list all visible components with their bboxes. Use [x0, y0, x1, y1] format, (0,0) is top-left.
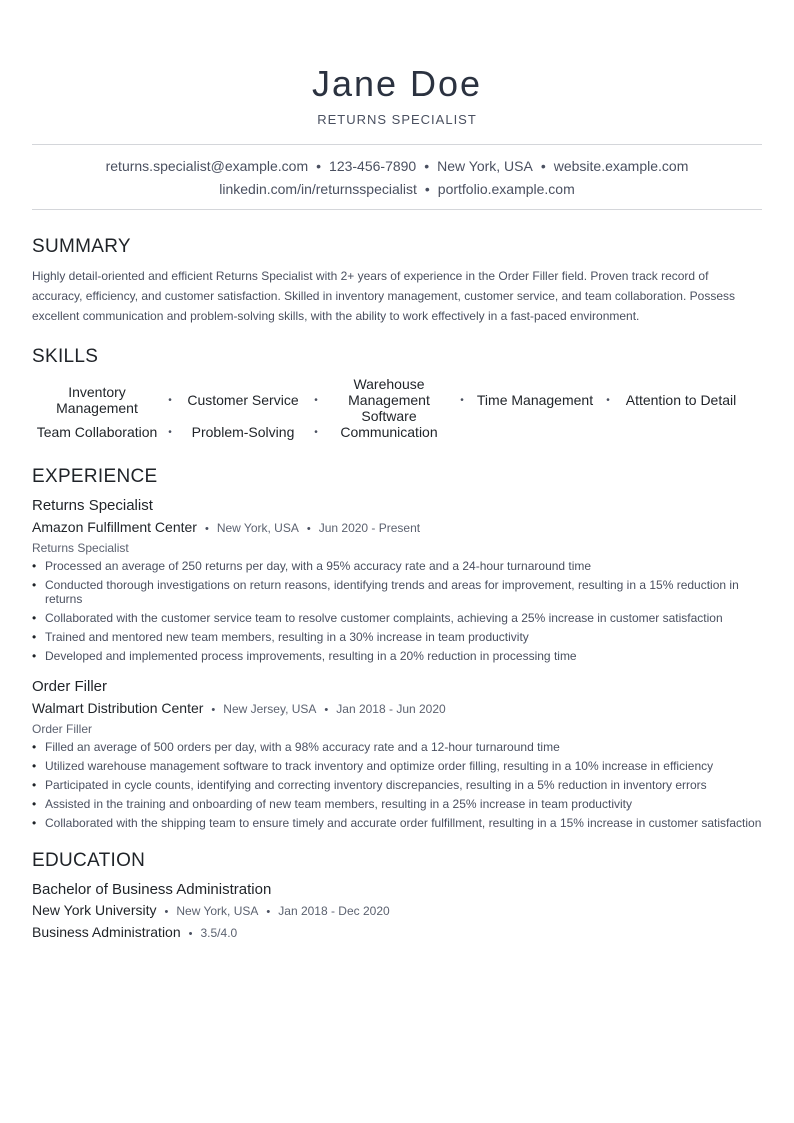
- meta-separator: •: [164, 906, 169, 918]
- company-name: Walmart Distribution Center: [32, 700, 204, 716]
- skill-item: Team Collaboration: [36, 424, 158, 440]
- contact-separator: •: [424, 158, 430, 174]
- list-item: [32, 778, 762, 792]
- job-dates: Jun 2020 - Present: [318, 521, 421, 535]
- school-line: [32, 900, 762, 922]
- job-dates: Jan 2018 - Jun 2020: [336, 702, 446, 716]
- job-entry: [32, 677, 762, 830]
- job-entry: [32, 496, 762, 663]
- contact-separator: •: [424, 181, 430, 197]
- job-role: Returns Specialist: [32, 541, 129, 555]
- bullet-text: Participated in cycle counts, identifying and correcting inventory discrepancies, resulting in a 5% reduction in inventory errors: [45, 778, 707, 792]
- resume-header: [32, 0, 762, 128]
- resume-page: [32, 0, 762, 1123]
- list-item: [32, 759, 762, 773]
- skill-separator: •: [314, 426, 318, 438]
- meta-separator: •: [211, 704, 216, 716]
- bullet-dot: •: [32, 578, 37, 592]
- bullet-dot: •: [32, 559, 37, 573]
- summary-text: Highly detail-oriented and efficient Returns Specialist with 2+ years of experience in the Order Filler field. Proven track record of accuracy, efficiency, and customer satisfaction. Skilled in inventory management, customer service, and team collaboration. Possess excellent communication and problem-solving skills, with the ability to work effectively in a fast-paced environment.: [32, 269, 735, 323]
- bullet-dot: •: [32, 778, 37, 792]
- education-section: [32, 850, 762, 944]
- bullet-dot: •: [32, 740, 37, 754]
- contact-separator: •: [540, 158, 546, 174]
- skills-row-2: [32, 420, 762, 444]
- skill-item: Attention to Detail: [625, 392, 737, 408]
- list-item: [32, 740, 762, 754]
- bullet-dot: •: [32, 797, 37, 811]
- list-item: [32, 816, 762, 830]
- contact-separator: •: [316, 158, 322, 174]
- skill-separator: •: [314, 394, 318, 406]
- header-divider-bottom: [32, 209, 762, 210]
- list-item: [32, 797, 762, 811]
- bullet-text: Processed an average of 250 returns per day, with a 95% accuracy rate and a 24-hour turnaround time: [45, 559, 592, 573]
- candidate-title: RETURNS SPECIALIST: [317, 112, 477, 127]
- bullet-text: Developed and implemented process improvements, resulting in a 20% reduction in processing time: [45, 649, 577, 663]
- meta-separator: •: [324, 704, 329, 716]
- bullet-dot: •: [32, 759, 37, 773]
- skills-section: [32, 346, 762, 446]
- bullet-text: Filled an average of 500 orders per day, with a 98% accuracy rate and a 12-hour turnaround time: [45, 740, 560, 754]
- school-location: New York, USA: [176, 904, 259, 918]
- education-entry: [32, 880, 762, 944]
- skill-separator: •: [168, 394, 172, 406]
- bullet-dot: •: [32, 611, 37, 625]
- skill-item: Inventory Management: [56, 384, 138, 416]
- skill-separator: •: [606, 394, 610, 406]
- experience-section: [32, 466, 762, 830]
- meta-separator: •: [306, 523, 311, 535]
- bullet-dot: •: [32, 816, 37, 830]
- job-title: Returns Specialist: [32, 497, 153, 514]
- location: New York, USA: [437, 158, 533, 174]
- skills-grid: [32, 376, 762, 446]
- bullet-text: Assisted in the training and onboarding of new team members, resulting in a 25% increase in team productivity: [45, 797, 632, 811]
- contact-line-1: [32, 155, 762, 178]
- job-bullets: [32, 559, 762, 663]
- job-meta: [32, 698, 762, 720]
- company-name: Amazon Fulfillment Center: [32, 519, 197, 535]
- education-heading: EDUCATION: [32, 850, 146, 871]
- bullet-text: Collaborated with the customer service team to resolve customer complaints, achieving a 25% increase in customer satisfaction: [45, 611, 723, 625]
- skill-separator: •: [460, 394, 464, 406]
- summary-section: [32, 236, 762, 326]
- job-location: New York, USA: [216, 521, 299, 535]
- job-title: Order Filler: [32, 678, 108, 695]
- candidate-name: Jane Doe: [311, 63, 483, 104]
- skills-heading: SKILLS: [32, 346, 99, 367]
- job-bullets: [32, 740, 762, 830]
- skill-separator: •: [168, 426, 172, 438]
- phone-number: 123-456-7890: [329, 158, 417, 174]
- website-link[interactable]: website.example.com: [553, 158, 689, 174]
- degree-title: Bachelor of Business Administration: [32, 881, 272, 898]
- job-role: Order Filler: [32, 722, 93, 736]
- job-location: New Jersey, USA: [223, 702, 317, 716]
- skill-item: Communication: [340, 424, 438, 440]
- email-link[interactable]: returns.specialist@example.com: [105, 158, 309, 174]
- gpa: 3.5/4.0: [200, 926, 238, 940]
- list-item: [32, 611, 762, 625]
- skill-item: Customer Service: [187, 392, 299, 408]
- portfolio-link[interactable]: portfolio.example.com: [437, 181, 575, 197]
- skill-item: Time Management: [476, 392, 594, 408]
- bullet-text: Utilized warehouse management software to track inventory and optimize order filling, resulting in a 10% increase in efficiency: [45, 759, 714, 773]
- school-name: New York University: [32, 902, 157, 918]
- school-dates: Jan 2018 - Dec 2020: [278, 904, 390, 918]
- summary-heading: SUMMARY: [32, 236, 131, 257]
- skills-row-1: [32, 376, 762, 424]
- bullet-dot: •: [32, 630, 37, 644]
- field-of-study: Business Administration: [32, 924, 181, 940]
- contact-line-2: [32, 178, 762, 201]
- meta-separator: •: [188, 928, 193, 940]
- list-item: [32, 559, 762, 573]
- skill-item: Warehouse Management Software: [348, 376, 430, 424]
- list-item: [32, 649, 762, 663]
- meta-separator: •: [266, 906, 271, 918]
- job-meta: [32, 517, 762, 539]
- bullet-text: Collaborated with the shipping team to ensure timely and accurate order fulfillment, resulting in a 15% increase in customer satisfaction: [45, 816, 762, 830]
- linkedin-link[interactable]: linkedin.com/in/returnsspecialist: [219, 181, 417, 197]
- list-item: [32, 578, 762, 606]
- contact-info: [32, 145, 762, 209]
- meta-separator: •: [204, 523, 209, 535]
- experience-heading: EXPERIENCE: [32, 466, 158, 487]
- list-item: [32, 630, 762, 644]
- bullet-text: Trained and mentored new team members, resulting in a 30% increase in team productivity: [45, 630, 529, 644]
- bullet-text: Conducted thorough investigations on return reasons, identifying trends and areas for improvement, resulting in a 15% reduction in returns: [45, 578, 739, 606]
- skill-item: Problem-Solving: [191, 424, 295, 440]
- field-line: [32, 922, 762, 944]
- bullet-dot: •: [32, 649, 37, 663]
